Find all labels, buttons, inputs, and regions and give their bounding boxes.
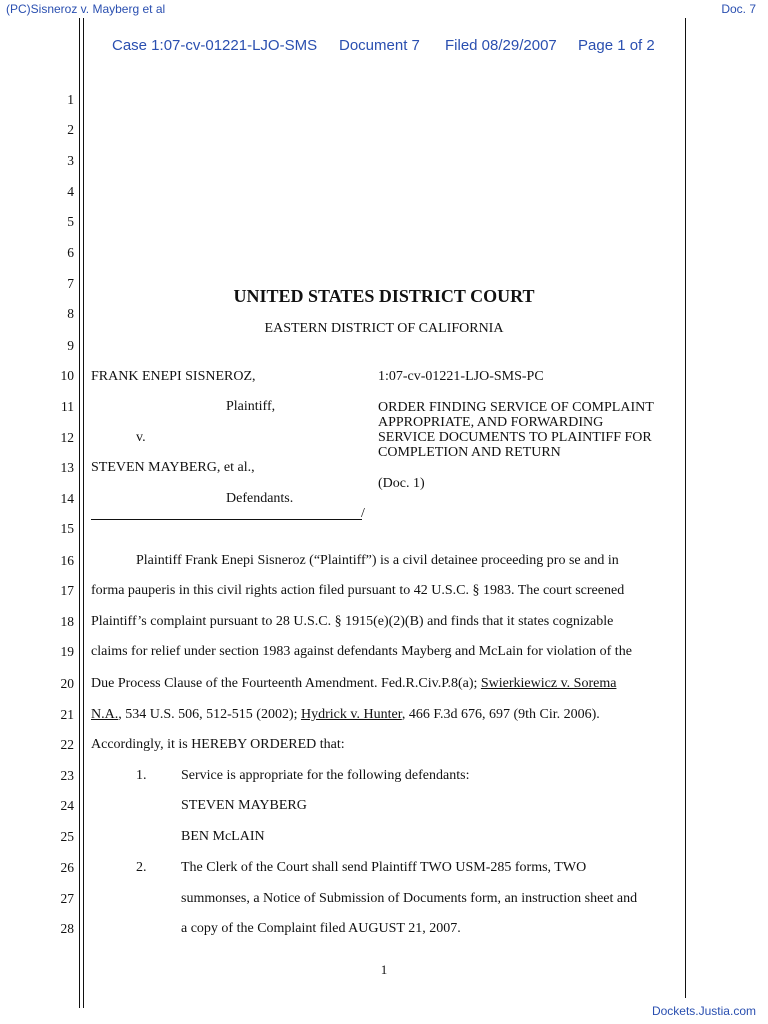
line-number: 20 xyxy=(60,676,74,691)
item-2-line: a copy of the Complaint filed AUGUST 21, 2007. xyxy=(181,921,461,936)
caption-rule xyxy=(91,519,362,520)
line-number: 16 xyxy=(60,553,74,568)
line-number: 18 xyxy=(60,614,74,629)
case-citation-na: N.A. xyxy=(91,707,119,722)
court-district: EASTERN DISTRICT OF CALIFORNIA xyxy=(264,321,504,336)
line-number: 10 xyxy=(60,368,74,383)
line-number: 14 xyxy=(60,491,74,506)
body-line-18: Plaintiff’s complaint pursuant to 28 U.S.C. § 1915(e)(2)(B) and finds that it states cognizable xyxy=(91,614,614,629)
item-2-line: The Clerk of the Court shall send Plaintiff TWO USM-285 forms, TWO xyxy=(181,860,587,875)
line-number: 28 xyxy=(60,921,74,936)
item-2-number: 2. xyxy=(136,860,147,875)
line-number: 15 xyxy=(60,521,74,536)
body-text: , 466 F.3d 676, 697 (9th Cir. 2006). xyxy=(401,707,600,722)
line-number: 6 xyxy=(67,245,74,260)
defendant-role: Defendants. xyxy=(226,491,294,506)
header-filed-date: Filed 08/29/2007 xyxy=(445,37,557,54)
line-number: 27 xyxy=(60,891,74,906)
line-number: 13 xyxy=(60,460,74,475)
line-number: 17 xyxy=(60,583,74,598)
order-title-line: COMPLETION AND RETURN xyxy=(378,445,561,460)
defendant-list-item: STEVEN MAYBERG xyxy=(181,798,307,813)
line-number: 4 xyxy=(67,184,74,199)
body-line-22: Accordingly, it is HEREBY ORDERED that: xyxy=(91,737,345,752)
court-title: UNITED STATES DISTRICT COURT xyxy=(233,286,535,306)
justia-link[interactable]: Dockets.Justia.com xyxy=(651,1004,756,1018)
line-number: 23 xyxy=(60,768,74,783)
line-number: 3 xyxy=(67,153,74,168)
line-number: 12 xyxy=(60,430,74,445)
line-number: 11 xyxy=(61,399,74,414)
item-1-text: Service is appropriate for the following defendants: xyxy=(181,768,470,783)
line-number: 25 xyxy=(60,829,74,844)
case-citation-hydrick: Hydrick v. Hunter xyxy=(301,707,402,722)
docket-title-link[interactable]: (PC)Sisneroz v. Mayberg et al xyxy=(6,2,166,16)
body-line-16: Plaintiff Frank Enepi Sisneroz (“Plaintiff”) is a civil detainee proceeding pro se and in xyxy=(136,553,619,568)
doc-number-link[interactable]: Doc. 7 xyxy=(721,2,756,16)
line-number: 1 xyxy=(67,92,74,107)
line-number: 21 xyxy=(60,707,74,722)
header-case-number: Case 1:07-cv-01221-LJO-SMS xyxy=(112,37,318,54)
body-text: , 534 U.S. 506, 512-515 (2002); xyxy=(118,707,302,722)
body-line-20 xyxy=(91,676,616,691)
line-number: 7 xyxy=(67,276,74,291)
line-number: 8 xyxy=(67,306,74,321)
left-margin-rule-outer xyxy=(79,18,80,1008)
line-number: 22 xyxy=(60,737,74,752)
body-text: Due Process Clause of the Fourteenth Amendment. Fed.R.Civ.P.8(a); xyxy=(91,676,481,691)
line-number: 5 xyxy=(67,214,74,229)
item-2-line: summonses, a Notice of Submission of Documents form, an instruction sheet and xyxy=(181,891,638,906)
case-citation-swierkiewicz: Swierkiewicz v. Sorema xyxy=(480,676,617,691)
right-margin-rule xyxy=(685,18,686,998)
defendant-name: STEVEN MAYBERG, et al., xyxy=(91,460,255,475)
header-page: Page 1 of 2 xyxy=(578,37,655,54)
order-title-line: ORDER FINDING SERVICE OF COMPLAINT xyxy=(378,400,654,415)
plaintiff-name: FRANK ENEPI SISNEROZ, xyxy=(91,369,256,384)
page-number: 1 xyxy=(380,962,388,977)
case-number: 1:07-cv-01221-LJO-SMS-PC xyxy=(378,369,544,384)
defendant-list-item: BEN McLAIN xyxy=(181,829,265,844)
caption-slash: / xyxy=(361,506,365,521)
body-line-19: claims for relief under section 1983 against defendants Mayberg and McLain for violation of the xyxy=(91,644,632,659)
left-margin-rule-inner xyxy=(83,18,84,1008)
order-title-line: APPROPRIATE, AND FORWARDING xyxy=(378,415,604,430)
body-line-21 xyxy=(91,707,600,722)
versus: v. xyxy=(136,430,146,445)
line-number: 24 xyxy=(60,798,74,813)
header-document: Document 7 xyxy=(339,37,420,54)
body-line-17: forma pauperis in this civil rights action filed pursuant to 42 U.S.C. § 1983. The court screened xyxy=(91,583,625,598)
item-1-number: 1. xyxy=(136,768,147,783)
line-number: 19 xyxy=(60,644,74,659)
order-title-line: SERVICE DOCUMENTS TO PLAINTIFF FOR xyxy=(378,430,652,445)
line-number: 26 xyxy=(60,860,74,875)
doc-reference: (Doc. 1) xyxy=(378,476,425,491)
line-number: 9 xyxy=(67,338,74,353)
plaintiff-role: Plaintiff, xyxy=(226,399,276,414)
line-number: 2 xyxy=(67,122,74,137)
